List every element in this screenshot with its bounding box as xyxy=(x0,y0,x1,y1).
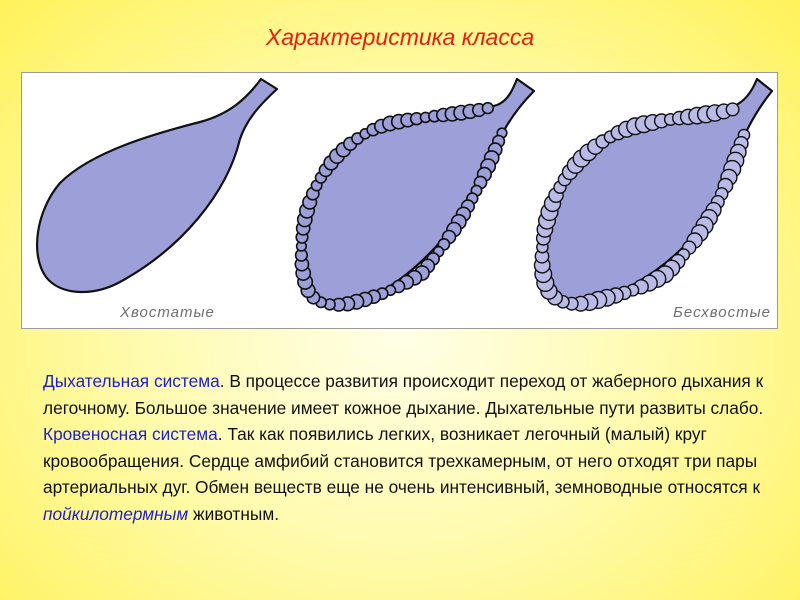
lung-cellular xyxy=(535,79,773,311)
slide-title: Характеристика класса xyxy=(265,24,535,50)
lungs-illustration xyxy=(22,73,779,330)
respiratory-system-text: . В процессе развития происходит переход от жаберного дыхания к легочному. Большое значение имеет кожное дыхание. Дыхательные пути развиты слабо. xyxy=(43,371,764,418)
lung-bumpy xyxy=(295,79,534,311)
description-text xyxy=(43,368,773,528)
label-tailless: Бесхвостые xyxy=(673,304,771,321)
circulatory-system-text: . Так как появились легких, возникает легочный (малый) круг кровообращения. Сердце амфибий становится трехкамерным, от него отходят три пары артериальных дуг. Обмен веществ еще не очень интенсивный, земноводные относятся к xyxy=(43,424,761,498)
lungs-figure xyxy=(21,72,778,329)
respiratory-system-term: Дыхательная система xyxy=(43,371,220,391)
lung-alveolus xyxy=(726,103,739,116)
circulatory-system-ending: животным. xyxy=(188,503,279,524)
lung-smooth xyxy=(37,79,277,292)
circulatory-system-term: Кровеносная система xyxy=(43,424,218,445)
label-tailed: Хвостатые xyxy=(120,304,215,321)
lung-bump xyxy=(482,103,493,114)
poikilothermic-term: пойкилотермным xyxy=(43,503,189,524)
